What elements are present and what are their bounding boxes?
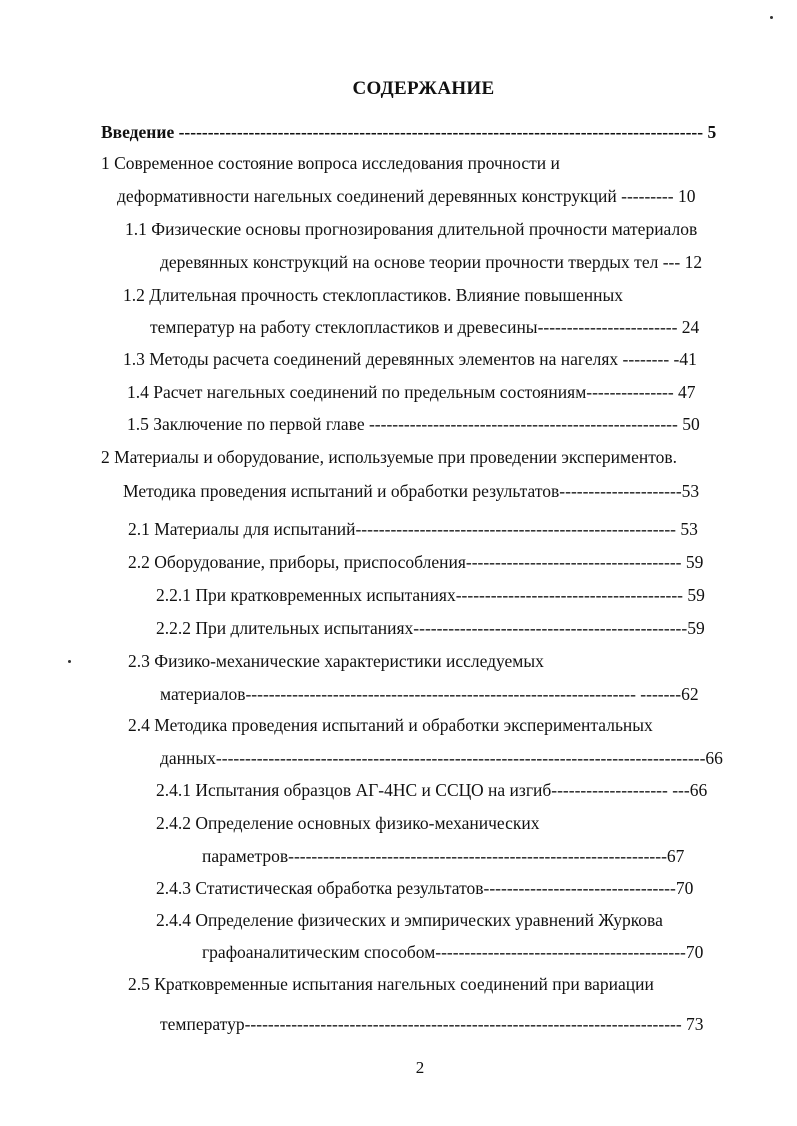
- toc-entry-chapter-2: 2 Материалы и оборудование, используемые при проведении экспериментов.: [101, 447, 678, 467]
- toc-entry-2-1: 2.1 Материалы для испытаний------------------------------------------------------- 53: [128, 519, 698, 539]
- toc-entry-2-4-2: 2.4.2 Определение основных физико-механических: [156, 813, 540, 833]
- scan-speck: [770, 16, 773, 19]
- toc-entry-1-4: 1.4 Расчет нагельных соединений по предельным состояниям--------------- 47: [127, 382, 696, 402]
- toc-entry-2-4-cont: данных------------------------------------------------------------------------------------66: [160, 748, 723, 768]
- toc-entry-2-4-1: 2.4.1 Испытания образцов АГ-4НС и ССЦО на изгиб-------------------- ---66: [156, 780, 708, 800]
- toc-entry-1-2: 1.2 Длительная прочность стеклопластиков. Влияние повышенных: [123, 285, 624, 305]
- toc-entry-2-5-cont: температур--------------------------------------------------------------------------- 73: [160, 1014, 704, 1034]
- toc-entry-1-1: 1.1 Физические основы прогнозирования длительной прочности материалов: [125, 219, 698, 239]
- page-title: СОДЕРЖАНИЕ: [352, 78, 495, 99]
- page-number: 2: [415, 1058, 425, 1077]
- toc-entry-2-4-2-cont: параметров-----------------------------------------------------------------67: [202, 846, 685, 866]
- toc-entry-2-2-2: 2.2.2 При длительных испытаниях-----------------------------------------------59: [156, 618, 705, 638]
- toc-entry-2-2-1: 2.2.1 При кратковременных испытаниях--------------------------------------- 59: [156, 585, 705, 605]
- toc-entry-2-4-3: 2.4.3 Статистическая обработка результатов---------------------------------70: [156, 878, 694, 898]
- toc-entry-2-5: 2.5 Кратковременные испытания нагельных соединений при вариации: [128, 974, 654, 994]
- toc-entry-1-5: 1.5 Заключение по первой главе ----------------------------------------------------- 50: [127, 414, 700, 434]
- toc-entry-2-3: 2.3 Физико-механические характеристики исследуемых: [128, 651, 544, 671]
- toc-entry-2-4-4-cont: графоаналитическим способом-------------------------------------------70: [202, 942, 704, 962]
- toc-entry-2-2: 2.2 Оборудование, приборы, приспособления------------------------------------- 59: [128, 552, 704, 572]
- scan-speck: [68, 660, 71, 663]
- toc-entry-1-2-cont: температур на работу стеклопластиков и древесины------------------------ 24: [150, 317, 700, 337]
- toc-entry-2-4-4: 2.4.4 Определение физических и эмпирических уравнений Журкова: [156, 910, 663, 930]
- toc-entry-chapter-1-cont: деформативности нагельных соединений деревянных конструкций --------- 10: [117, 186, 696, 206]
- toc-entry-2-3-cont: материалов------------------------------------------------------------------- -------62: [160, 684, 699, 704]
- toc-entry-1-3: 1.3 Методы расчета соединений деревянных элементов на нагелях -------- -41: [123, 349, 697, 369]
- toc-entry-introduction: Введение ------------------------------------------------------------------------------------------ 5: [101, 122, 717, 142]
- toc-entry-chapter-2-cont: Методика проведения испытаний и обработки результатов---------------------53: [123, 481, 700, 501]
- toc-entry-2-4: 2.4 Методика проведения испытаний и обработки экспериментальных: [128, 715, 653, 735]
- toc-entry-1-1-cont: деревянных конструкций на основе теории прочности твердых тел --- 12: [160, 252, 703, 272]
- toc-entry-chapter-1: 1 Современное состояние вопроса исследования прочности и: [101, 153, 560, 173]
